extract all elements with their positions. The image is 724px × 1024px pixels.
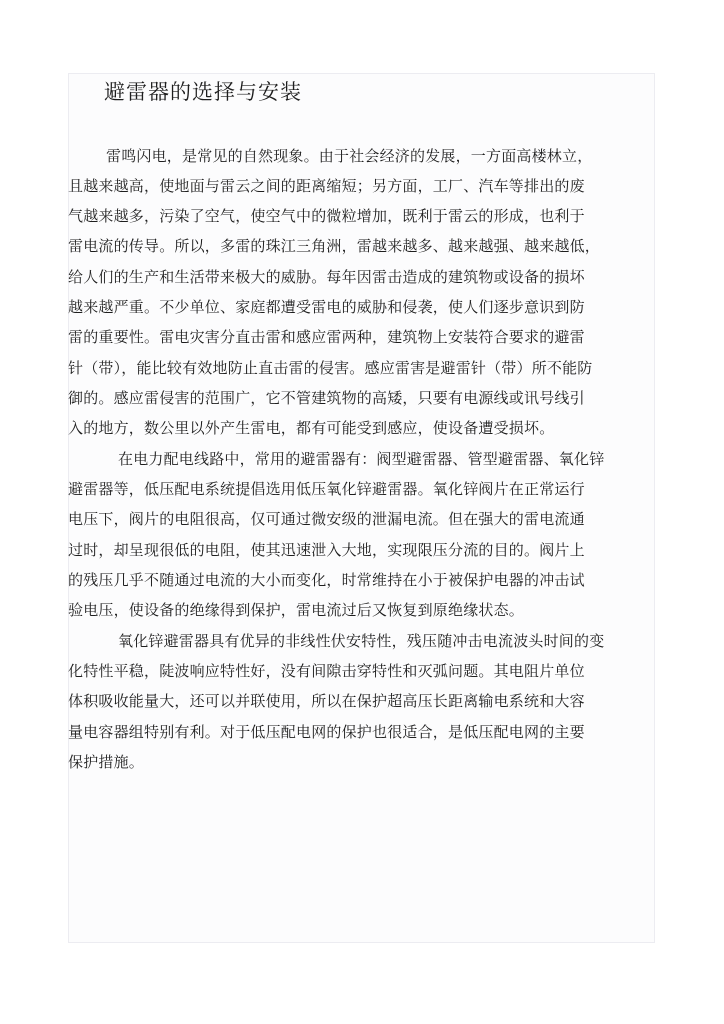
text-line: 给人们的生产和生活带来极大的威胁。每年因雷击造成的建筑物或设备的损坏 [68, 268, 585, 286]
text-line: 电压下，阀片的电阻很高，仅可通过微安级的泄漏电流。但在强大的雷电流通 [68, 510, 585, 528]
text-line: 过时，却呈现很低的电阻，使其迅速泄入大地，实现限压分流的目的。阀片上 [68, 541, 585, 559]
document-title: 避雷器的选择与安装 [104, 80, 302, 104]
document-page [68, 73, 655, 943]
text-line: 气越来越多，污染了空气，使空气中的微粒增加，既利于雷云的形成，也利于 [68, 207, 585, 225]
text-line: 的残压几乎不随通过电流的大小而变化，时常维持在小于被保护电器的冲击试 [68, 571, 585, 589]
text-line: 保护措施。 [68, 753, 145, 771]
text-line: 量电容器组特别有利。对于低压配电网的保护也很适合，是低压配电网的主要 [68, 723, 585, 741]
text-line: 雷电流的传导。所以，多雷的珠江三角洲，雷越来越多、越来越强、越来越低， [68, 237, 601, 255]
text-line: 验电压，使设备的绝缘得到保护，雷电流过后又恢复到原绝缘状态。 [68, 601, 525, 619]
text-line: 在电力配电线路中，常用的避雷器有：阀型避雷器、管型避雷器、氧化锌 [118, 450, 605, 468]
text-line: 御的。感应雷侵害的范围广，它不管建筑物的高矮，只要有电源线或讯号线引 [68, 389, 585, 407]
text-line: 雷的重要性。雷电灾害分直击雷和感应雷两种，建筑物上安装符合要求的避雷 [68, 328, 585, 346]
text-line: 雷鸣闪电，是常见的自然现象。由于社会经济的发展，一方面高楼林立， [106, 147, 593, 165]
text-line: 且越来越高，使地面与雷云之间的距离缩短；另方面，工厂、汽车等排出的废 [68, 177, 585, 195]
text-line: 体积吸收能量大，还可以并联使用，所以在保护超高压长距离输电系统和大容 [68, 692, 585, 710]
text-line: 化特性平稳，陡波响应特性好，没有间隙击穿特性和灭弧问题。其电阻片单位 [68, 662, 585, 680]
text-line: 氧化锌避雷器具有优异的非线性伏安特性，残压随冲击电流波头时间的变 [118, 632, 605, 650]
text-line: 入的地方，数公里以外产生雷电，都有可能受到感应，使设备遭受损坏。 [68, 419, 555, 437]
text-line: 避雷器等，低压配电系统提倡选用低压氧化锌避雷器。氧化锌阀片在正常运行 [68, 480, 585, 498]
text-line: 越来越严重。不少单位、家庭都遭受雷电的威胁和侵袭，使人们逐步意识到防 [68, 298, 585, 316]
text-line: 针（带），能比较有效地防止直击雷的侵害。感应雷害是避雷针（带）所不能防 [68, 359, 593, 377]
